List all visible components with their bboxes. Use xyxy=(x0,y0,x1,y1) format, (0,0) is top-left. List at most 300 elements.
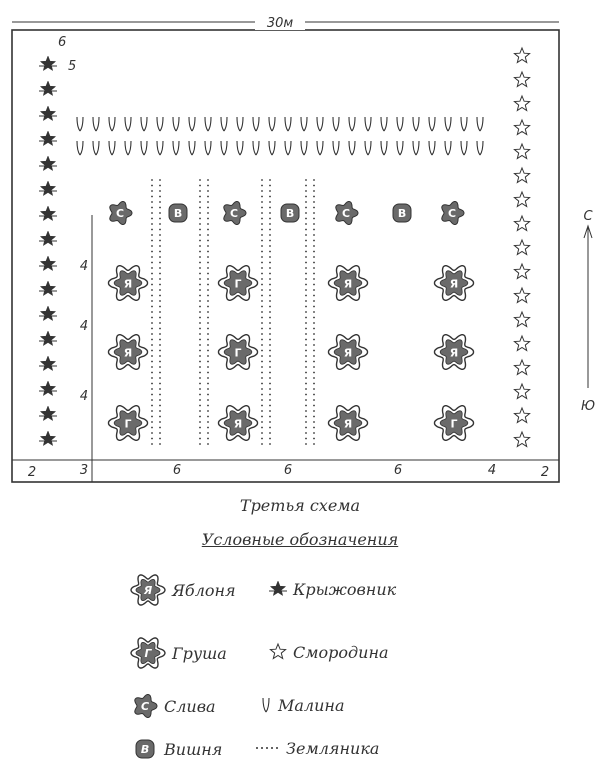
strawberry-dot xyxy=(305,328,307,330)
strawberry-dot xyxy=(199,443,201,445)
strawberry-dot xyxy=(207,328,209,330)
strawberry-dot xyxy=(269,223,271,225)
strawberry-dot xyxy=(151,245,153,247)
bottom-dim-1: 2 xyxy=(27,465,37,480)
gooseberry-column xyxy=(39,56,57,446)
currant-bush xyxy=(514,72,529,87)
strawberry-dot xyxy=(159,190,161,192)
strawberry-dot xyxy=(199,311,201,313)
strawberry-dot xyxy=(261,289,263,291)
strawberry-dot xyxy=(313,240,315,242)
strawberry-dot xyxy=(159,333,161,335)
currant-bush xyxy=(514,120,529,135)
pear-tree xyxy=(219,266,258,301)
strawberry-dot xyxy=(199,278,201,280)
strawberry-dot xyxy=(313,344,315,346)
cherry-letter: В xyxy=(173,207,183,220)
strawberry-dot xyxy=(305,388,307,390)
apple-letter: Я xyxy=(343,417,353,431)
strawberry-dot xyxy=(199,295,201,297)
strawberry-dot xyxy=(199,377,201,379)
raspberry-bush xyxy=(301,141,307,155)
legend-title: Условные обозначения xyxy=(201,530,399,549)
legend-strawberry-label: Земляника xyxy=(286,738,380,758)
strawberry-dot xyxy=(151,273,153,275)
raspberry-bush xyxy=(189,141,195,155)
strawberry-dot xyxy=(313,190,315,192)
legend-apple xyxy=(128,573,236,607)
legend-currant xyxy=(267,641,389,663)
strawberry-dot xyxy=(151,317,153,319)
plum-letter: С xyxy=(115,207,125,220)
plum-icon xyxy=(130,693,160,719)
strawberry-dot xyxy=(207,438,209,440)
strawberry-dot xyxy=(261,438,263,440)
strawberry-dot xyxy=(159,201,161,203)
strawberry-dot xyxy=(199,289,201,291)
gooseberry-bush xyxy=(39,156,57,171)
strawberry-dot xyxy=(207,218,209,220)
strawberry-dot xyxy=(305,443,307,445)
strawberry-dot xyxy=(151,207,153,209)
strawberry-dot xyxy=(313,262,315,264)
strawberry-dot xyxy=(269,207,271,209)
strawberry-dot xyxy=(261,333,263,335)
raspberry-bush xyxy=(253,117,259,131)
strawberry-dot xyxy=(151,344,153,346)
strawberry-dot xyxy=(199,355,201,357)
strawberry-dot xyxy=(159,267,161,269)
strawberry-dot xyxy=(269,278,271,280)
strawberry-dot xyxy=(207,421,209,423)
strawberry-dot xyxy=(151,289,153,291)
plum-tree xyxy=(224,202,246,225)
strawberry-dot xyxy=(207,223,209,225)
strawberry-dot xyxy=(159,229,161,231)
strawberry-dot xyxy=(305,333,307,335)
strawberry-dot xyxy=(305,223,307,225)
apple-letter: Я xyxy=(449,277,459,291)
strawberry-dot xyxy=(199,317,201,319)
strawberry-dot xyxy=(313,229,315,231)
strawberry-dot xyxy=(207,355,209,357)
apple-tree xyxy=(219,406,258,441)
raspberry-bush xyxy=(269,141,275,155)
strawberry-dot xyxy=(207,443,209,445)
strawberry-dot xyxy=(207,201,209,203)
strawberry-dot xyxy=(305,427,307,429)
strawberry-dot xyxy=(313,339,315,341)
strawberry-dot xyxy=(313,421,315,423)
strawberry-dot xyxy=(199,234,201,236)
strawberry-dot xyxy=(261,240,263,242)
pear-tree xyxy=(109,406,148,441)
cherry-tree xyxy=(393,204,411,222)
strawberry-dot xyxy=(313,394,315,396)
strawberry-dot xyxy=(159,432,161,434)
strawberry-dot xyxy=(199,350,201,352)
strawberry-dot xyxy=(305,300,307,302)
strawberry-dot xyxy=(313,218,315,220)
strawberry-dot xyxy=(261,383,263,385)
strawberry-dot xyxy=(305,278,307,280)
raspberry-bush xyxy=(333,117,339,131)
strawberry-dot xyxy=(207,333,209,335)
gooseberry-bush xyxy=(39,356,57,371)
raspberry-icon xyxy=(258,695,274,715)
strawberry-dot xyxy=(305,355,307,357)
left-dim-1: 4 xyxy=(79,259,89,274)
strawberry-dot xyxy=(159,289,161,291)
strawberry-dot xyxy=(269,377,271,379)
strawberry-dot xyxy=(159,427,161,429)
strawberry-dot xyxy=(269,432,271,434)
raspberry-bush xyxy=(477,141,483,155)
strawberry-dot xyxy=(261,284,263,286)
strawberry-dot xyxy=(207,256,209,258)
strawberry-dot xyxy=(207,311,209,313)
strawberry-dot xyxy=(305,179,307,181)
strawberry-dot xyxy=(261,377,263,379)
strawberry-dot xyxy=(269,306,271,308)
strawberry-dot xyxy=(313,383,315,385)
apple-tree xyxy=(329,266,368,301)
strawberry-dot xyxy=(159,306,161,308)
strawberry-dot xyxy=(261,300,263,302)
strawberry-dot xyxy=(151,394,153,396)
strawberry-dot xyxy=(269,438,271,440)
strawberry-dot xyxy=(199,405,201,407)
strawberry-dot xyxy=(151,284,153,286)
strawberry-dot xyxy=(207,388,209,390)
strawberry-dot xyxy=(151,185,153,187)
strawberry-dot xyxy=(305,311,307,313)
strawberry-dot xyxy=(261,311,263,313)
strawberry-dot xyxy=(269,185,271,187)
strawberry-dot xyxy=(305,339,307,341)
plum-letter: С xyxy=(341,207,351,220)
strawberry-dot xyxy=(269,372,271,374)
strawberry-dot xyxy=(305,234,307,236)
strawberry-dot xyxy=(305,344,307,346)
width-label: 30м xyxy=(266,16,294,31)
bottom-dim-6: 4 xyxy=(487,463,497,478)
strawberry-dot xyxy=(199,251,201,253)
strawberry-dot xyxy=(305,262,307,264)
apple-letter: Я xyxy=(449,346,459,360)
strawberry-dot xyxy=(151,361,153,363)
raspberry-bush xyxy=(77,141,83,155)
strawberry-dot xyxy=(305,273,307,275)
strawberry-dot xyxy=(305,306,307,308)
strawberry-dot xyxy=(313,322,315,324)
strawberry-dot xyxy=(151,179,153,181)
strawberry-dot xyxy=(313,278,315,280)
strawberry-dot xyxy=(151,377,153,379)
compass-north: С xyxy=(583,209,593,224)
apple-tree xyxy=(329,335,368,370)
gooseberry-bush xyxy=(39,431,57,446)
strawberry-dot xyxy=(151,234,153,236)
strawberry-dot xyxy=(207,361,209,363)
strawberry-dot xyxy=(199,394,201,396)
raspberry-bush xyxy=(93,117,99,131)
strawberry-dot xyxy=(269,196,271,198)
strawberry-dot xyxy=(159,196,161,198)
strawberry-dot xyxy=(305,405,307,407)
raspberry-bush xyxy=(365,141,371,155)
raspberry-bush xyxy=(349,117,355,131)
strawberry-dot xyxy=(313,306,315,308)
strawberry-dot xyxy=(159,388,161,390)
strawberry-dot xyxy=(151,223,153,225)
strawberry-dot xyxy=(199,196,201,198)
strawberry-dot xyxy=(313,333,315,335)
strawberry-dot xyxy=(305,256,307,258)
strawberry-dot xyxy=(313,284,315,286)
strawberry-dot xyxy=(159,185,161,187)
strawberry-dot xyxy=(207,179,209,181)
strawberry-dot xyxy=(261,251,263,253)
strawberry-dot xyxy=(269,311,271,313)
strawberry-dot xyxy=(159,377,161,379)
strawberry-dot xyxy=(151,405,153,407)
strawberry-dot xyxy=(305,410,307,412)
strawberry-dot xyxy=(207,229,209,231)
strawberry-dot xyxy=(159,207,161,209)
strawberry-dot xyxy=(313,256,315,258)
bottom-dim-3: 6 xyxy=(172,463,182,478)
strawberry-dot xyxy=(151,432,153,434)
strawberry-dot xyxy=(199,201,201,203)
strawberry-dot xyxy=(305,438,307,440)
strawberry-dot xyxy=(313,212,315,214)
strawberry-dot xyxy=(207,295,209,297)
raspberry-bush xyxy=(253,141,259,155)
raspberry-bush xyxy=(477,117,483,131)
strawberry-dot xyxy=(305,377,307,379)
strawberry-dot xyxy=(151,322,153,324)
strawberry-dot xyxy=(151,229,153,231)
strawberry-dot xyxy=(151,388,153,390)
strawberry-dot xyxy=(261,262,263,264)
strawberry-dot xyxy=(199,179,201,181)
apple-letter: Я xyxy=(123,277,133,291)
strawberry-dot xyxy=(151,311,153,313)
strawberry-dot xyxy=(261,229,263,231)
legend-gooseberry-label: Крыжовник xyxy=(293,579,397,599)
strawberry-dot xyxy=(207,240,209,242)
strawberry-dot xyxy=(261,339,263,341)
raspberry-bush xyxy=(413,117,419,131)
strawberry-dot xyxy=(313,443,315,445)
strawberry-dot xyxy=(199,267,201,269)
raspberry-bush xyxy=(157,117,163,131)
strawberry-dot xyxy=(269,300,271,302)
pear-letter: Г xyxy=(234,277,242,291)
strawberry-dot xyxy=(269,240,271,242)
strawberry-dot xyxy=(269,416,271,418)
strawberry-dot xyxy=(207,273,209,275)
strawberry-dot xyxy=(199,427,201,429)
strawberry-dot xyxy=(261,355,263,357)
strawberry-dot xyxy=(199,416,201,418)
legend-plum-label: Слива xyxy=(164,696,216,716)
strawberry-dot xyxy=(151,443,153,445)
strawberry-dot xyxy=(199,438,201,440)
strawberry-dot xyxy=(261,185,263,187)
raspberry-bush xyxy=(221,117,227,131)
strawberry-dot xyxy=(305,416,307,418)
apple-letter: Я xyxy=(143,584,153,597)
strawberry-dot xyxy=(199,256,201,258)
raspberry-bush xyxy=(189,117,195,131)
pear-tree xyxy=(219,335,258,370)
scheme-title: Третья схема xyxy=(239,496,361,515)
strawberry-dot xyxy=(151,306,153,308)
strawberry-dot xyxy=(199,361,201,363)
strawberry-dot xyxy=(269,212,271,214)
strawberry-dot xyxy=(313,267,315,269)
raspberry-bush xyxy=(173,117,179,131)
strawberry-dot xyxy=(269,218,271,220)
strawberry-dot xyxy=(207,399,209,401)
strawberry-dot xyxy=(261,432,263,434)
strawberry-dot xyxy=(159,443,161,445)
strawberry-dot xyxy=(261,179,263,181)
strawberry-dot xyxy=(159,240,161,242)
strawberry-dot xyxy=(159,262,161,264)
apple-tree xyxy=(435,266,474,301)
raspberry-bush xyxy=(237,141,243,155)
strawberry-dot xyxy=(269,317,271,319)
strawberry-dot xyxy=(151,350,153,352)
strawberry-dot xyxy=(313,377,315,379)
strawberry-dot xyxy=(159,394,161,396)
strawberry-dot xyxy=(313,196,315,198)
raspberry-bush xyxy=(429,117,435,131)
strawberry-dot xyxy=(151,278,153,280)
strawberry-dot xyxy=(207,262,209,264)
strawberry-dot xyxy=(269,190,271,192)
strawberry-dot xyxy=(151,333,153,335)
strawberry-dot xyxy=(313,405,315,407)
strawberry-dot xyxy=(159,234,161,236)
apple-tree xyxy=(109,335,148,370)
gooseberry-bush xyxy=(39,381,57,396)
strawberry-dot xyxy=(305,251,307,253)
raspberry-bush xyxy=(333,141,339,155)
strawberry-dot xyxy=(199,262,201,264)
raspberry-rows xyxy=(77,117,483,155)
strawberry-dot xyxy=(305,240,307,242)
strawberry-dot xyxy=(269,322,271,324)
raspberry-bush xyxy=(125,117,131,131)
strawberry-dot xyxy=(313,201,315,203)
strawberry-dot xyxy=(151,196,153,198)
plum-letter: С xyxy=(140,700,150,713)
strawberry-dot xyxy=(269,245,271,247)
strawberry-dot xyxy=(159,361,161,363)
strawberry-dot xyxy=(269,234,271,236)
strawberry-dot xyxy=(207,372,209,374)
strawberry-dot xyxy=(313,317,315,319)
raspberry-bush xyxy=(269,117,275,131)
raspberry-bush xyxy=(173,141,179,155)
strawberry-dot xyxy=(313,328,315,330)
strawberry-dot xyxy=(305,190,307,192)
strawberry-dot xyxy=(199,388,201,390)
gooseberry-bush xyxy=(39,56,57,71)
strawberry-dot xyxy=(159,383,161,385)
strawberry-dot xyxy=(199,229,201,231)
strawberry-dot xyxy=(159,410,161,412)
strawberry-dot xyxy=(261,350,263,352)
strawberry-dot xyxy=(269,333,271,335)
strawberry-dot xyxy=(261,388,263,390)
strawberry-dot xyxy=(199,339,201,341)
strawberry-dot xyxy=(269,344,271,346)
strawberry-dot xyxy=(269,388,271,390)
strawberry-dot xyxy=(305,289,307,291)
strawberry-dot xyxy=(269,405,271,407)
cherry-icon xyxy=(130,736,160,762)
raspberry-bush xyxy=(301,117,307,131)
strawberry-dot xyxy=(199,344,201,346)
currant-bush xyxy=(514,432,529,447)
strawberry-dot xyxy=(207,383,209,385)
strawberry-dot xyxy=(159,350,161,352)
strawberry-dot xyxy=(151,212,153,214)
strawberry-dot xyxy=(313,234,315,236)
strawberry-dot xyxy=(151,427,153,429)
strawberry-dot xyxy=(151,262,153,264)
strawberry-dot xyxy=(159,300,161,302)
strawberry-dot xyxy=(159,317,161,319)
strawberry-dot xyxy=(261,421,263,423)
strawberry-dot xyxy=(261,405,263,407)
cherry-tree xyxy=(169,204,187,222)
strawberry-dot xyxy=(199,432,201,434)
strawberry-dot xyxy=(269,399,271,401)
raspberry-bush xyxy=(445,141,451,155)
strawberry-dot xyxy=(305,245,307,247)
raspberry-bush xyxy=(285,141,291,155)
raspberry-bush xyxy=(381,141,387,155)
pear-letter: Г xyxy=(450,417,458,431)
plum-tree xyxy=(336,202,358,225)
strawberry-dot xyxy=(261,361,263,363)
raspberry-bush xyxy=(109,117,115,131)
strawberry-dot xyxy=(207,196,209,198)
raspberry-bush xyxy=(365,117,371,131)
legend-plum xyxy=(130,693,216,719)
cherry-letter: В xyxy=(140,743,150,756)
raspberry-bush xyxy=(397,117,403,131)
strawberry-dot xyxy=(151,399,153,401)
raspberry-bush xyxy=(285,117,291,131)
strawberry-dot xyxy=(199,383,201,385)
strawberry-dot xyxy=(199,223,201,225)
strawberry-dot xyxy=(305,361,307,363)
strawberry-dot xyxy=(313,207,315,209)
strawberry-dot xyxy=(261,328,263,330)
strawberry-dot xyxy=(207,416,209,418)
strawberry-dot xyxy=(261,322,263,324)
strawberry-dot xyxy=(159,328,161,330)
cherry-tree xyxy=(281,204,299,222)
strawberry-dot xyxy=(151,251,153,253)
